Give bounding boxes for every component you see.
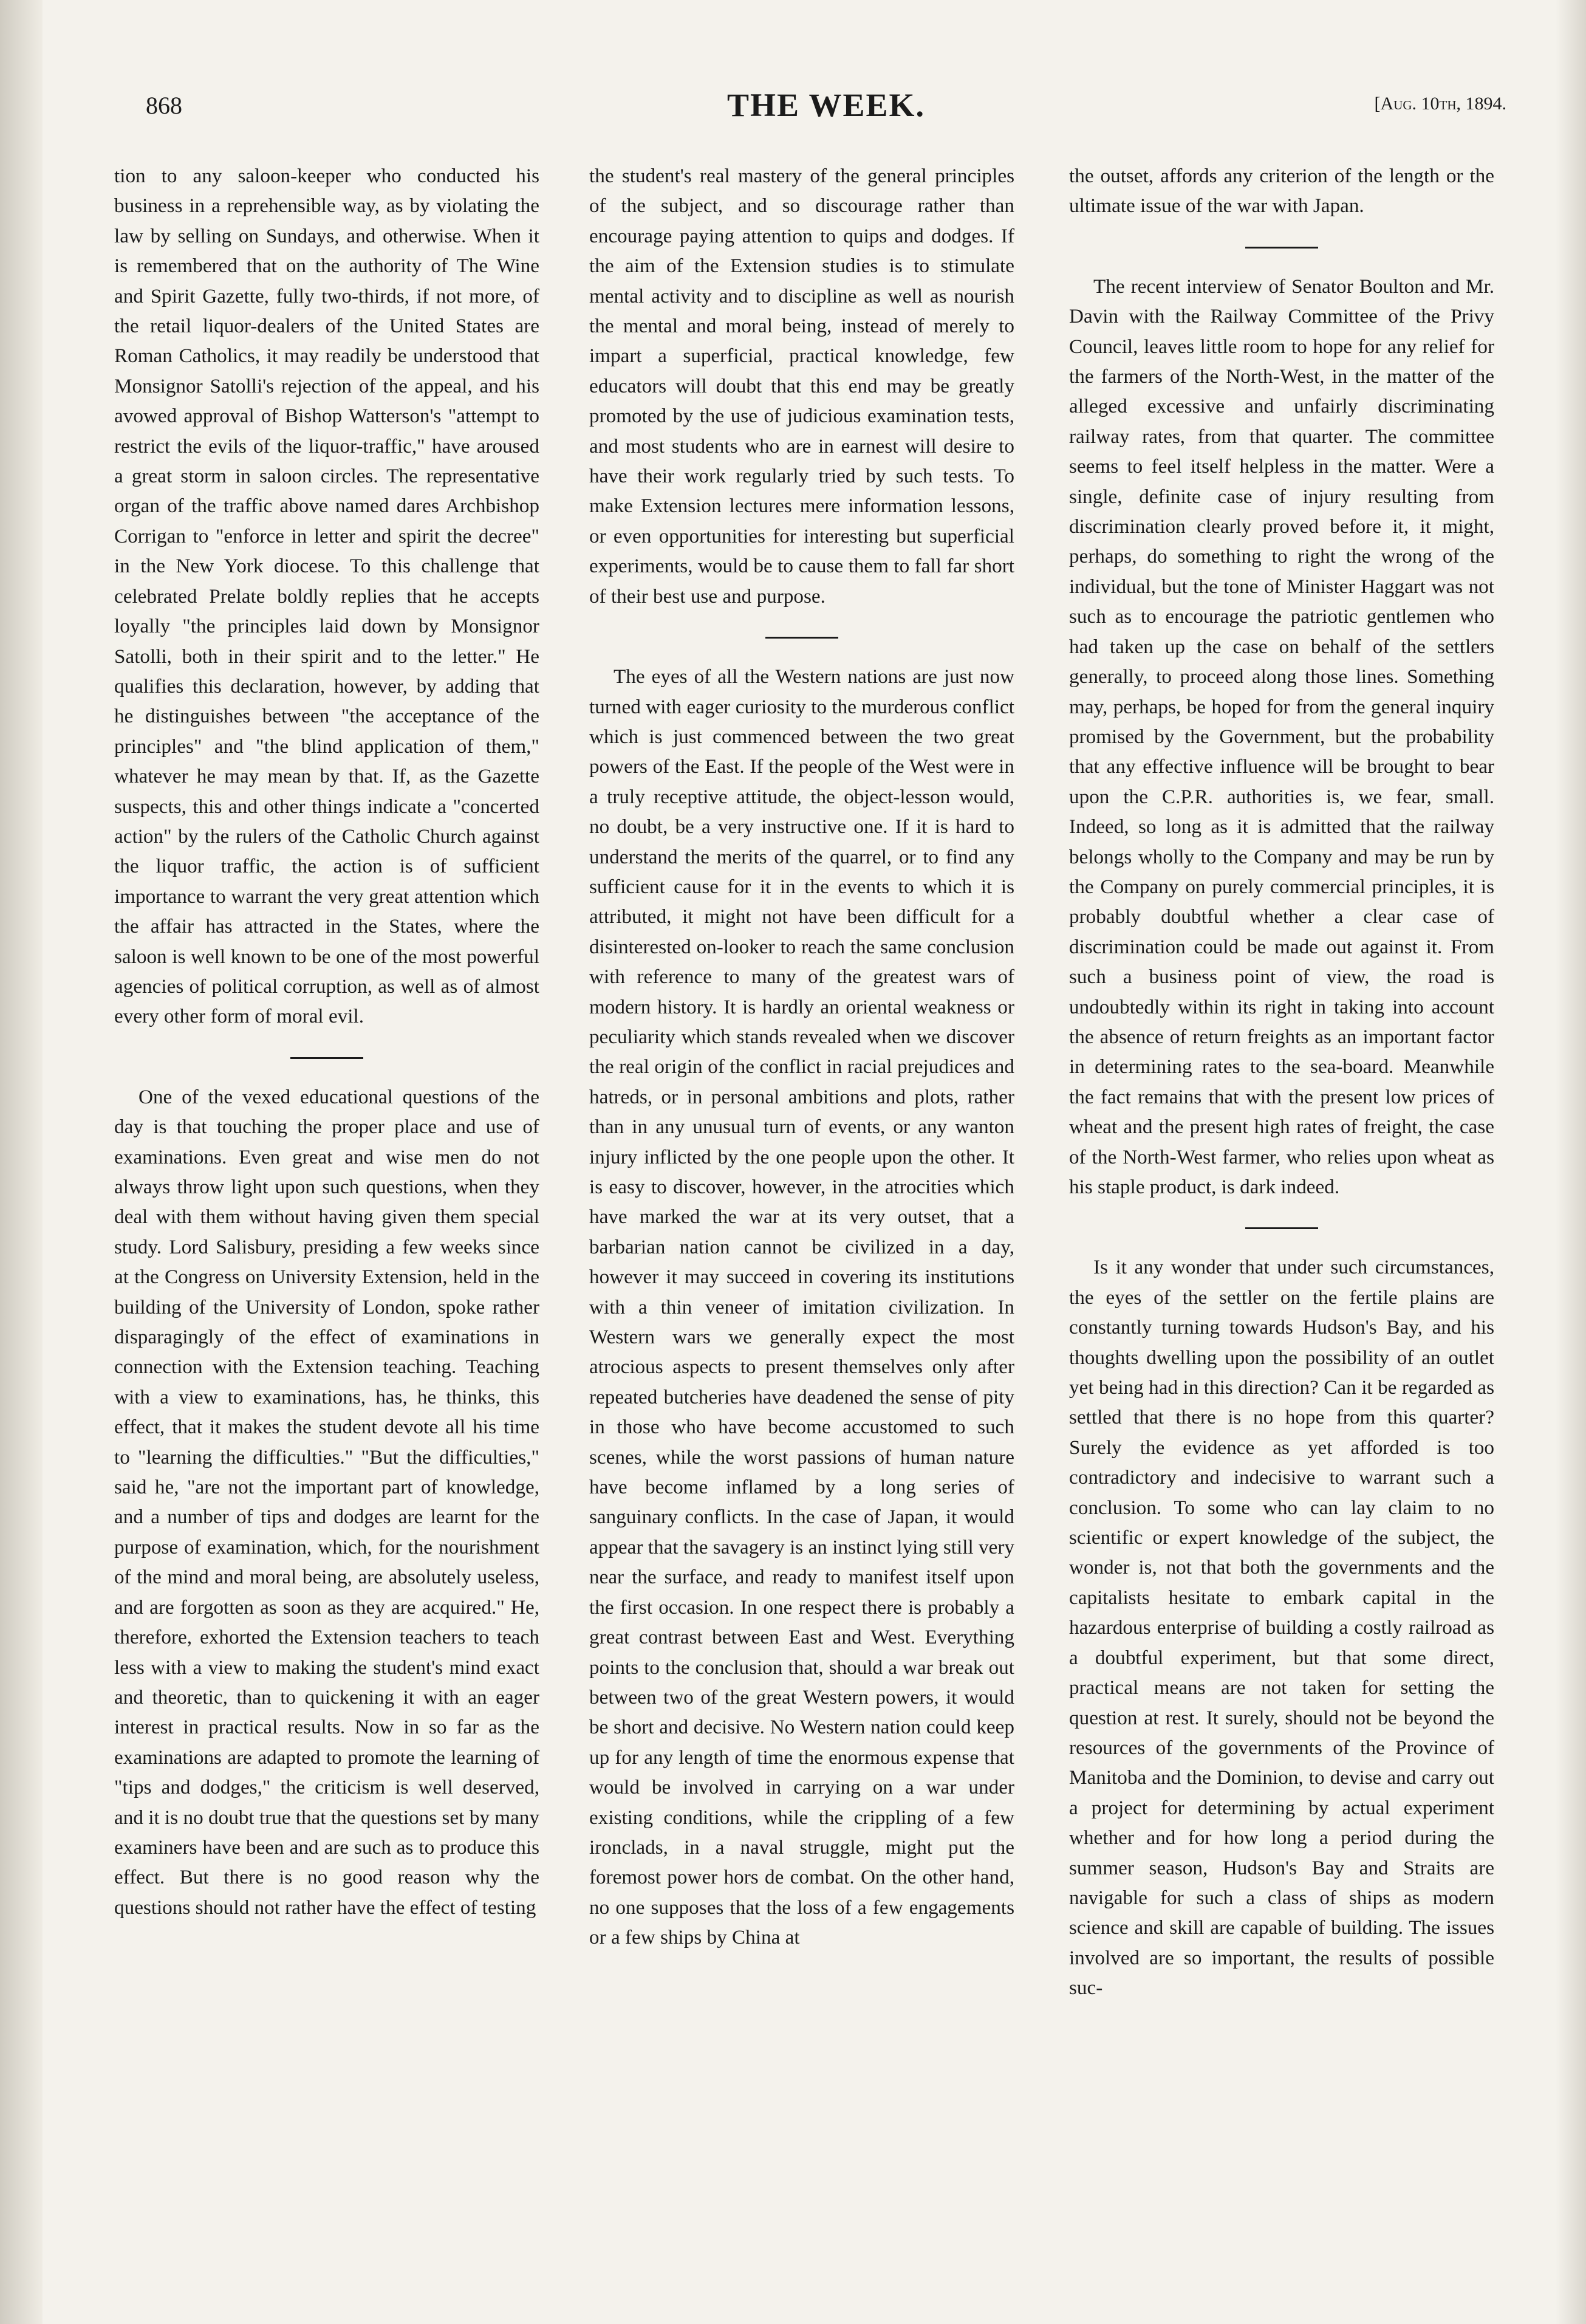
- paragraph: The recent interview of Senator Boulton and Mr. Davin with the Railway Committee of the Privy Council, leaves little room to hope for any relief for the farmers of the North-West, in the matter of the alleged excessive and unfairly discriminating railway rates, from that quarter. The committee seems to feel itself helpless in the matter. Were a single, definite case of injury resulting from discrimination clearly proved before it, it might, perhaps, do something to right the wrong of the individual, but the tone of Minister Haggart was not such as to encourage the patriotic gentlemen who had taken up the case on behalf of the settlers generally, to proceed along those lines. Something may, perhaps, be hoped for from the general inquiry promised by the Government, but the probability that any effective influence will be brought to bear upon the C.P.R. authorities is, we fear, small. Indeed, so long as it is admitted that the railway belongs wholly to the Company and may be run by the Company on purely commercial principles, it is probably doubtful whether a clear case of discrimination could be made out against it. From such a business point of view, the road is undoubtedly within its right in taking into account the absence of return freights as an important factor in determining rates to the sea-board. Meanwhile the fact remains that with the present low prices of wheat and the present high rates of freight, the case of the North-West farmer, who relies upon wheat as his staple product, is dark indeed.: [1069, 275, 1494, 1198]
- column-1: [114, 161, 539, 1922]
- page-edge-shadow: [1556, 0, 1586, 2324]
- issue-date: [Aug. 10th, 1894.: [1374, 94, 1506, 114]
- section-divider: [1245, 1227, 1318, 1229]
- paragraph: tion to any saloon-keeper who conducted his business in a reprehensible way, as by violating the law by selling on Sundays, and otherwise. When it is remembered that on the authority of The Wine and Spirit Gazette, fully two-thirds, if not more, of the retail liquor-dealers of the United States are Roman Catholics, it may readily be understood that Monsignor Satolli's rejection of the appeal, and his avowed approval of Bishop Watterson's "attempt to restrict the evils of the liquor-traffic," have aroused a great storm in saloon circles. The representative organ of the traffic above named dares Archbishop Corrigan to "enforce in letter and spirit the decree" in the New York diocese. To this challenge that celebrated Prelate boldly replies that he accepts loyally "the principles laid down by Monsignor Satolli, both in their spirit and to the letter." He qualifies this declaration, however, by adding that he distinguishes between "the acceptance of the principles" and "the blind application of them," whatever he may mean by that. If, as the Gazette suspects, this and other things indicate a "concerted action" by the rulers of the Catholic Church against the liquor traffic, the action is of sufficient importance to warrant the very great attention which the affair has attracted in the States, where the saloon is well known to be one of the most powerful agencies of political corruption, as well as of almost every other form of moral evil.: [114, 165, 539, 1028]
- paragraph: the outset, affords any criterion of the length or the ultimate issue of the war with Japan.: [1069, 165, 1494, 218]
- paragraph: One of the vexed educational questions of the day is that touching the proper place and use of examinations. Even great and wise men do not always throw light upon such questions, when they deal with them without having given them special study. Lord Salisbury, presiding a few weeks since at the Congress on University Extension, held in the building of the University of London, spoke rather disparagingly of the effect of examinations in connection with the Extension teaching. Teaching with a view to examinations, has, he thinks, this effect, that it makes the student devote all his time to "learning the difficulties." "But the difficulties," said he, "are not the important part of knowledge, and a number of tips and dodges are learnt for the purpose of examination, which, for the nourishment of the mind and moral being, are absolutely useless, and are forgotten as soon as they are acquired." He, therefore, exhorted the Extension teachers to teach less with a view to making the student's mind exact and theoretic, than to quickening it with an eager interest in practical results. Now in so far as the examinations are adapted to promote the learning of "tips and dodges," the criticism is well deserved, and it is no doubt true that the questions set by many examiners have been and are such as to produce this effect. But there is no good reason why the questions should not rather have the effect of testing: [114, 1085, 539, 1919]
- page-header: [146, 87, 1506, 134]
- masthead-title: THE WEEK.: [726, 87, 926, 123]
- page-binding-shadow: [0, 0, 43, 2324]
- paragraph: the student's real mastery of the general principles of the subject, and so discourage rather than encourage paying attention to quips and dodges. If the aim of the Extension studies is to stimulate mental activity and to discipline as well as nourish the mental and moral being, instead of merely to impart a superficial, practical knowledge, few educators will doubt that this end may be greatly promoted by the use of judicious examination tests, and most students who are in earnest will desire to have their work regularly tried by such tests. To make Extension lectures mere information lessons, or even opportunities for interesting but superficial experiments, would be to cause them to fall far short of their best use and purpose.: [589, 165, 1014, 608]
- column-3: [1069, 161, 1494, 2003]
- paragraph: The eyes of all the Western nations are just now turned with eager curiosity to the murderous conflict which is just commenced between the two great powers of the East. If the people of the West were in a truly receptive attitude, the object-lesson would, no doubt, be a very instructive one. If it is hard to understand the merits of the quarrel, or to find any sufficient cause for it in the events to which it is attributed, it might not have been difficult for a disinterested on-looker to reach the same conclusion with reference to many of the greatest wars of modern history. It is hardly an oriental weakness or peculiarity which stands revealed when we discover the real origin of the conflict in racial prejudices and hatreds, or in personal ambitions and plots, rather than in any unusual turn of events, or any wanton injury inflicted by the one people upon the other. It is easy to discover, however, in the atrocities which have marked the war at its very outset, that a barbarian nation cannot be civilized in a day, however it may succeed in covering its institutions with a thin veneer of imitation civilization. In Western wars we generally expect the most atrocious aspects to present themselves only after repeated butcheries have deadened the sense of pity in those who have become accustomed to such scenes, while the worst passions of human nature have become inflamed by a long series of sanguinary conflicts. In the case of Japan, it would appear that the savagery is an instinct lying still very near the surface, and ready to manifest itself upon the first occasion. In one respect there is probably a great contrast between East and West. Everything points to the conclusion that, should a war break out between two of the great Western powers, it would be short and decisive. No Western nation could keep up for any length of time the enormous expense that would be involved in carrying on a war under existing conditions, while the crippling of a few ironclads, in a naval struggle, might put the foremost power hors de combat. On the other hand, no one supposes that the loss of a few engagements or a few ships by China at: [589, 665, 1014, 1949]
- paragraph: Is it any wonder that under such circumstances, the eyes of the settler on the fertile plains are constantly turning towards Hudson's Bay, and his thoughts dwelling upon the possibility of an outlet yet being had in this direction? Can it be regarded as settled that there is no hope from this quarter? Surely the evidence as yet afforded is too contradictory and indecisive to warrant such a conclusion. To some who can lay claim to no scientific or expert knowledge of the subject, the wonder is, not that both the governments and the capitalists hesitate to embark capital in the hazardous enterprise of building a costly railroad as a doubtful experiment, but that some direct, practical means are not taken for setting the question at rest. It surely, should not be beyond the resources of the governments of the Province of Manitoba and the Dominion, to devise and carry out a project for determining by actual experiment whether and for how long a period during the summer season, Hudson's Bay and Straits are navigable for such a class of ships as modern science and skill are capable of building. The issues involved are so important, the results of possible suc-: [1069, 1256, 1494, 2000]
- page-number: 868: [146, 92, 182, 119]
- section-divider: [290, 1057, 363, 1059]
- column-2: [589, 161, 1014, 1953]
- section-divider: [765, 637, 838, 639]
- section-divider: [1245, 247, 1318, 249]
